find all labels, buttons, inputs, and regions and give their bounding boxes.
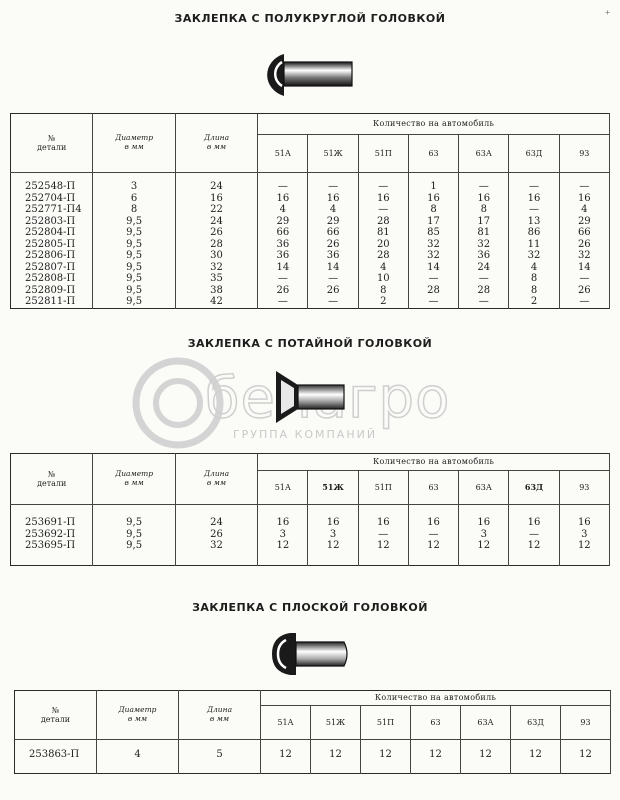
length-column: 24 26 32 bbox=[175, 505, 257, 566]
header-model: 63 bbox=[408, 471, 458, 505]
header-model: 63Д bbox=[509, 135, 559, 173]
length-column: 24 16 22 24 26 28 30 32 35 38 42 bbox=[175, 173, 257, 309]
section-title-countersunk-head: ЗАКЛЕПКА С ПОТАЙНОЙ ГОЛОВКОЙ bbox=[187, 337, 433, 350]
header-model: 51П bbox=[358, 471, 408, 505]
header-model: 93 bbox=[561, 706, 611, 740]
quantity-column: 12 bbox=[311, 740, 361, 774]
header-part: № детали bbox=[15, 691, 97, 740]
countersunk-rivet-icon bbox=[268, 368, 348, 426]
header-model: 63А bbox=[461, 706, 511, 740]
round-head-rivet-icon bbox=[256, 50, 356, 100]
header-model: 51А bbox=[258, 135, 308, 173]
corner-mark: + bbox=[605, 8, 610, 17]
header-model: 93 bbox=[559, 471, 609, 505]
quantity-column: 12 bbox=[411, 740, 461, 774]
quantity-column: 12 bbox=[561, 740, 611, 774]
header-part: № детали bbox=[11, 114, 93, 173]
countersunk-head-table bbox=[10, 453, 610, 566]
header-diameter: Диаметр в мм bbox=[97, 691, 179, 740]
diameter-column: 4 bbox=[97, 740, 179, 774]
header-model: 51Ж bbox=[308, 471, 358, 505]
section-title-flat-head: ЗАКЛЕПКА С ПЛОСКОЙ ГОЛОВКОЙ bbox=[192, 601, 428, 614]
header-model: 63 bbox=[408, 135, 458, 173]
header-model: 93 bbox=[559, 135, 609, 173]
header-model: 51Ж bbox=[311, 706, 361, 740]
quantity-column: 16 — 12 bbox=[509, 505, 559, 566]
part-numbers-column: 252548-П 252704-П 252771-П4 252803-П 252804-П 252805-П 252806-П 252807-П 252808-П 252809-П 252811-П bbox=[11, 173, 93, 309]
header-model: 63Д bbox=[509, 471, 559, 505]
quantity-column: — 16 4 29 66 26 36 14 — 26 — bbox=[308, 173, 358, 309]
round-head-table bbox=[10, 113, 610, 309]
watermark-subtitle: ГРУППА КОМПАНИЙ bbox=[232, 428, 378, 441]
header-diameter: Диаметр в мм bbox=[93, 114, 175, 173]
quantity-column: 16 — 12 bbox=[408, 505, 458, 566]
header-quantity: Количество на автомобиль bbox=[261, 691, 611, 706]
quantity-column: 16 3 12 bbox=[559, 505, 609, 566]
quantity-column: — 16 8 17 81 32 36 24 — 28 — bbox=[459, 173, 509, 309]
header-model: 51А bbox=[258, 471, 308, 505]
header-part: № детали bbox=[11, 454, 93, 505]
quantity-column: — 16 4 29 66 36 36 14 — 26 — bbox=[258, 173, 308, 309]
header-model: 63А bbox=[459, 135, 509, 173]
header-model: 63 bbox=[411, 706, 461, 740]
header-model: 51А bbox=[261, 706, 311, 740]
section-title-round-head: ЗАКЛЕПКА С ПОЛУКРУГЛОЙ ГОЛОВКОЙ bbox=[174, 12, 446, 25]
header-model: 51П bbox=[361, 706, 411, 740]
quantity-column: 12 bbox=[461, 740, 511, 774]
quantity-column: 12 bbox=[511, 740, 561, 774]
quantity-column: 1 16 8 17 85 32 32 14 — 28 — bbox=[408, 173, 458, 309]
part-numbers-column: 253863-П bbox=[15, 740, 97, 774]
quantity-column: — 16 — 28 81 20 28 4 10 8 2 bbox=[358, 173, 408, 309]
watermark-logo-icon bbox=[128, 353, 228, 453]
flat-head-rivet-icon bbox=[268, 630, 352, 678]
header-model: 63Д bbox=[511, 706, 561, 740]
diameter-column: 9,5 9,5 9,5 bbox=[93, 505, 175, 566]
quantity-column: 12 bbox=[261, 740, 311, 774]
header-model: 51П bbox=[358, 135, 408, 173]
quantity-column: 16 — 12 bbox=[358, 505, 408, 566]
quantity-column: 16 3 12 bbox=[459, 505, 509, 566]
flat-head-table bbox=[14, 690, 611, 774]
header-length: Длина в мм bbox=[179, 691, 261, 740]
quantity-column: 16 3 12 bbox=[308, 505, 358, 566]
quantity-column: 12 bbox=[361, 740, 411, 774]
quantity-column: — 16 — 13 86 11 32 4 8 8 2 bbox=[509, 173, 559, 309]
diameter-column: 3 6 8 9,5 9,5 9,5 9,5 9,5 9,5 9,5 9,5 bbox=[93, 173, 175, 309]
header-length: Длина в мм bbox=[175, 454, 257, 505]
header-model: 63А bbox=[459, 471, 509, 505]
header-model: 51Ж bbox=[308, 135, 358, 173]
part-numbers-column: 253691-П 253692-П 253695-П bbox=[11, 505, 93, 566]
header-quantity: Количество на автомобиль bbox=[258, 454, 610, 471]
quantity-column: — 16 4 29 66 26 32 14 — 26 — bbox=[559, 173, 609, 309]
length-column: 5 bbox=[179, 740, 261, 774]
header-length: Длина в мм bbox=[175, 114, 257, 173]
header-quantity: Количество на автомобиль bbox=[258, 114, 610, 135]
quantity-column: 16 3 12 bbox=[258, 505, 308, 566]
header-diameter: Диаметр в мм bbox=[93, 454, 175, 505]
